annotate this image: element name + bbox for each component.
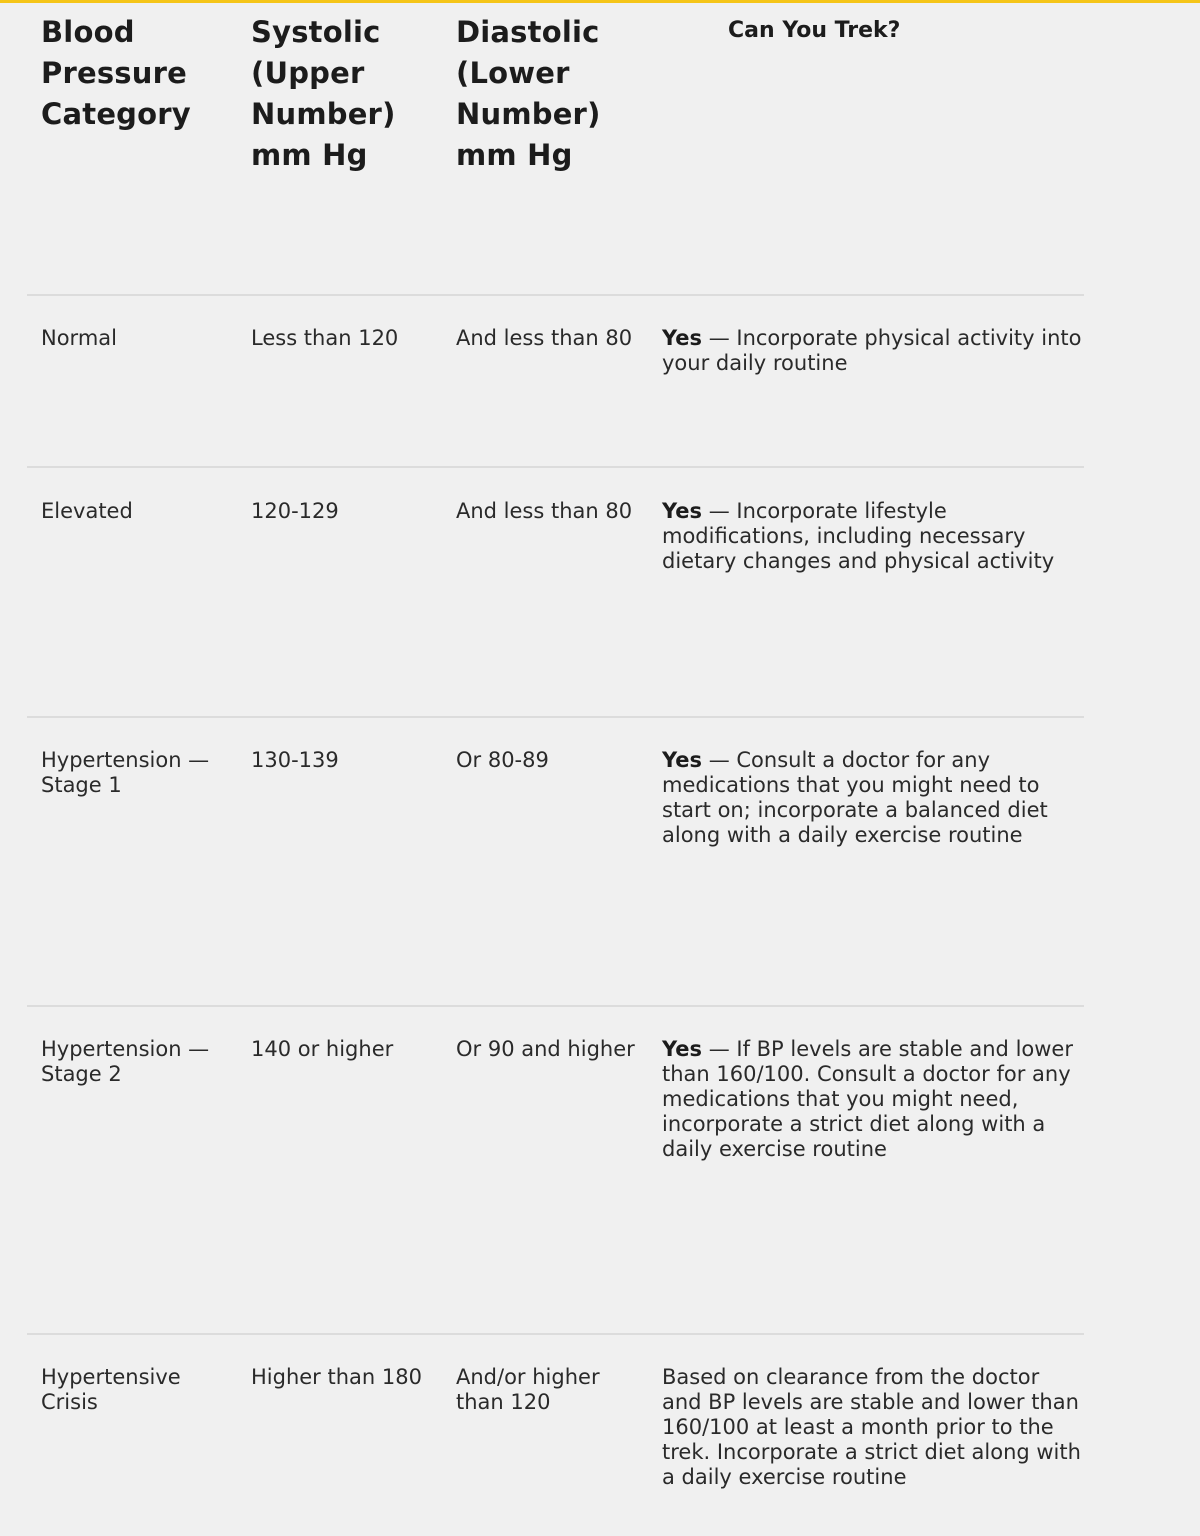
row-stage2-systolic: 140 or higher (251, 1037, 394, 1061)
row-stage1-diastolic: Or 80-89 (456, 748, 549, 772)
trek-advice: — Incorporate lifestyle modifications, including necessary dietary changes and physical activity (662, 499, 1055, 573)
trek-verdict: Yes (662, 326, 703, 350)
trek-advice: — If BP levels are stable and lower than 160/100. Consult a doctor for any medications that you might need, incorporate a strict diet along with a daily exercise routine (662, 1037, 1073, 1161)
row-crisis-trek (662, 1365, 1082, 1490)
row-elevated-diastolic: And less than 80 (456, 499, 633, 523)
row-crisis-systolic: Higher than 180 (251, 1365, 422, 1389)
trek-verdict: Yes (662, 499, 703, 523)
header-can-you-trek: Can You Trek? (728, 18, 901, 43)
trek-advice: — Incorporate physical activity into your daily routine (662, 326, 1082, 375)
row-divider (27, 466, 1084, 468)
row-normal-category: Normal (41, 326, 117, 350)
trek-verdict: Yes (662, 748, 703, 772)
row-stage2-trek (662, 1037, 1082, 1162)
top-accent-rule (0, 0, 1200, 3)
row-crisis-diastolic: And/or higher than 120 (456, 1365, 600, 1414)
row-elevated-category: Elevated (41, 499, 133, 523)
row-divider (27, 716, 1084, 718)
row-elevated-trek (662, 499, 1082, 574)
row-normal-trek (662, 326, 1082, 376)
row-divider (27, 294, 1084, 296)
row-stage1-category: Hypertension — Stage 1 (41, 748, 210, 797)
row-divider (27, 1333, 1084, 1335)
header-category: Blood Pressure Category (41, 15, 191, 131)
row-stage1-trek (662, 748, 1082, 848)
row-crisis-category: Hypertensive Crisis (41, 1365, 181, 1414)
row-stage2-category: Hypertension — Stage 2 (41, 1037, 210, 1086)
trek-advice: — Consult a doctor for any medications that you might need to start on; incorporate a balanced diet along with a daily exercise routine (662, 748, 1048, 847)
row-stage1-systolic: 130-139 (251, 748, 339, 772)
row-normal-diastolic: And less than 80 (456, 326, 633, 350)
header-systolic: Systolic (Upper Number) mm Hg (251, 15, 396, 172)
row-normal-systolic: Less than 120 (251, 326, 399, 350)
row-divider (27, 1005, 1084, 1007)
row-stage2-diastolic: Or 90 and higher (456, 1037, 635, 1061)
trek-verdict: Yes (662, 1037, 703, 1061)
row-elevated-systolic: 120-129 (251, 499, 339, 523)
header-diastolic: Diastolic (Lower Number) mm Hg (456, 15, 601, 172)
trek-advice: Based on clearance from the doctor and BP levels are stable and lower than 160/100 at least a month prior to the trek. Incorporate a strict diet along with a daily exercise routine (662, 1365, 1081, 1489)
